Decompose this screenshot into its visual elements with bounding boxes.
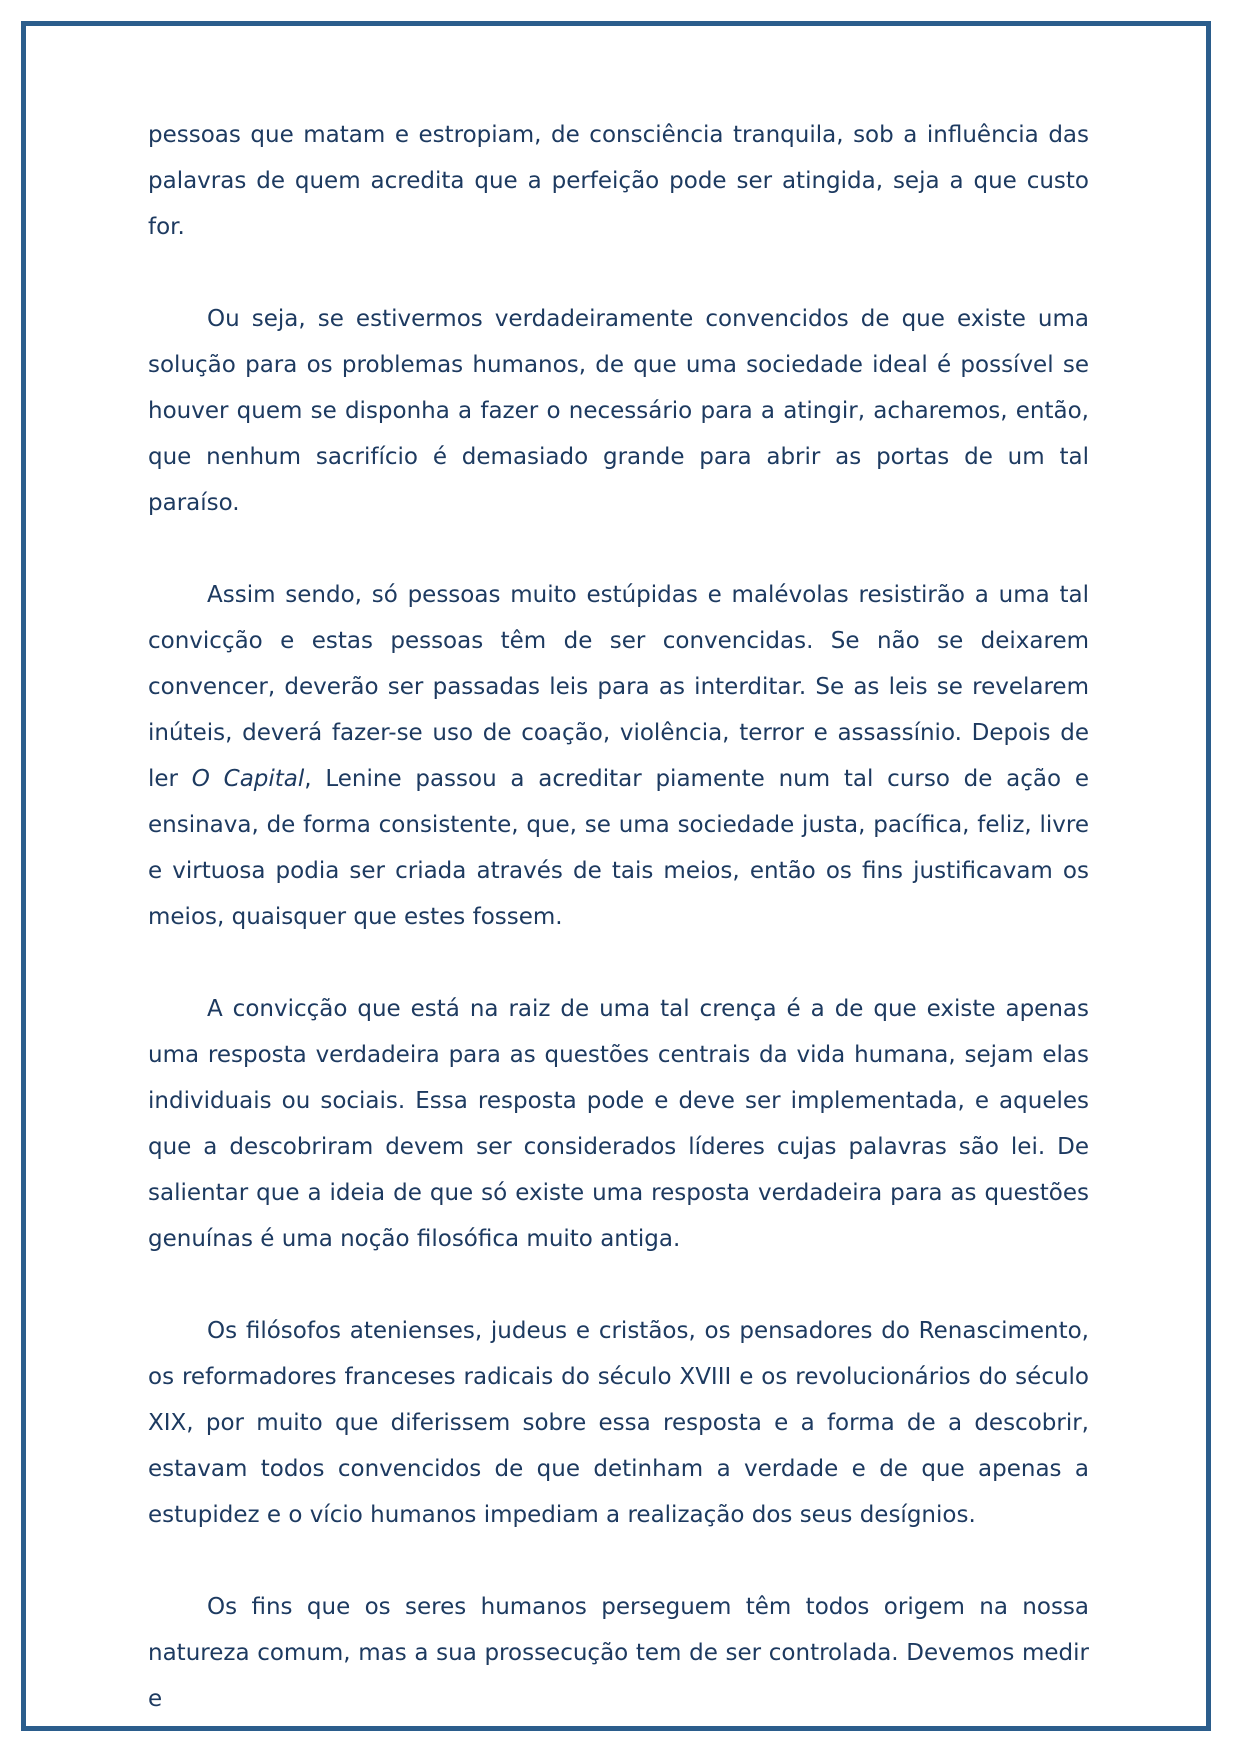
document-body [148,112,1089,1722]
paragraph-5: Os filósofos atenienses, judeus e cristãos, os pensadores do Renascimento, os reformadores franceses radicais do século XVIII e os revolucionários do século XIX, por muito que diferissem sobre essa resposta e a forma de a descobrir, estavam todos convencidos de que detinham a verdade e de que apenas a estupidez e o vício humanos impediam a realização dos seus desígnios. [148,1318,1089,1528]
book-title-o-capital: O Capital [191,766,305,792]
paragraph-4: A convicção que está na raiz de uma tal crença é a de que existe apenas uma resposta verdadeira para as questões centrais da vida humana, sejam elas individuais ou sociais. Essa resposta pode e deve ser implementada, e aqueles que a descobriram devem ser considerados líderes cujas palavras são lei. De salientar que a ideia de que só existe uma resposta verdadeira para as questões genuínas é uma noção filosófica muito antiga. [148,996,1089,1252]
paragraph-6: Os fins que os seres humanos perseguem têm todos origem na nossa natureza comum, mas a sua prossecução tem de ser controlada. Devemos medir e [148,1594,1089,1712]
paragraph-1: pessoas que matam e estropiam, de consciência tranquila, sob a influência das palavras de quem acredita que a perfeição pode ser atingida, seja a que custo for. [148,122,1089,240]
paragraph-3 [148,572,1089,940]
paragraph-2: Ou seja, se estivermos verdadeiramente convencidos de que existe uma solução para os problemas humanos, de que uma sociedade ideal é possível se houver quem se disponha a fazer o necessário para a atingir, acharemos, então, que nenhum sacrifício é demasiado grande para abrir as portas de um tal paraíso. [148,306,1089,516]
paragraph-3-text-end: , Lenine passou a acreditar piamente num tal curso de ação e ensinava, de forma consistente, que, se uma sociedade justa, pacífica, feliz, livre e virtuosa podia ser criada através de tais meios, então os fins justificavam os meios, quaisquer que estes fossem. [148,766,1090,930]
paragraph-3-text-start: Assim sendo, só pessoas muito estúpidas e malévolas resistirão a uma tal convicção e estas pessoas têm de ser convencidas. Se não se deixarem convencer, deverão ser passadas leis para as interditar. Se as leis se revelarem inúteis, deverá fazer-se uso de coação, violência, terror e assassínio. Depois de ler [148,582,1089,792]
